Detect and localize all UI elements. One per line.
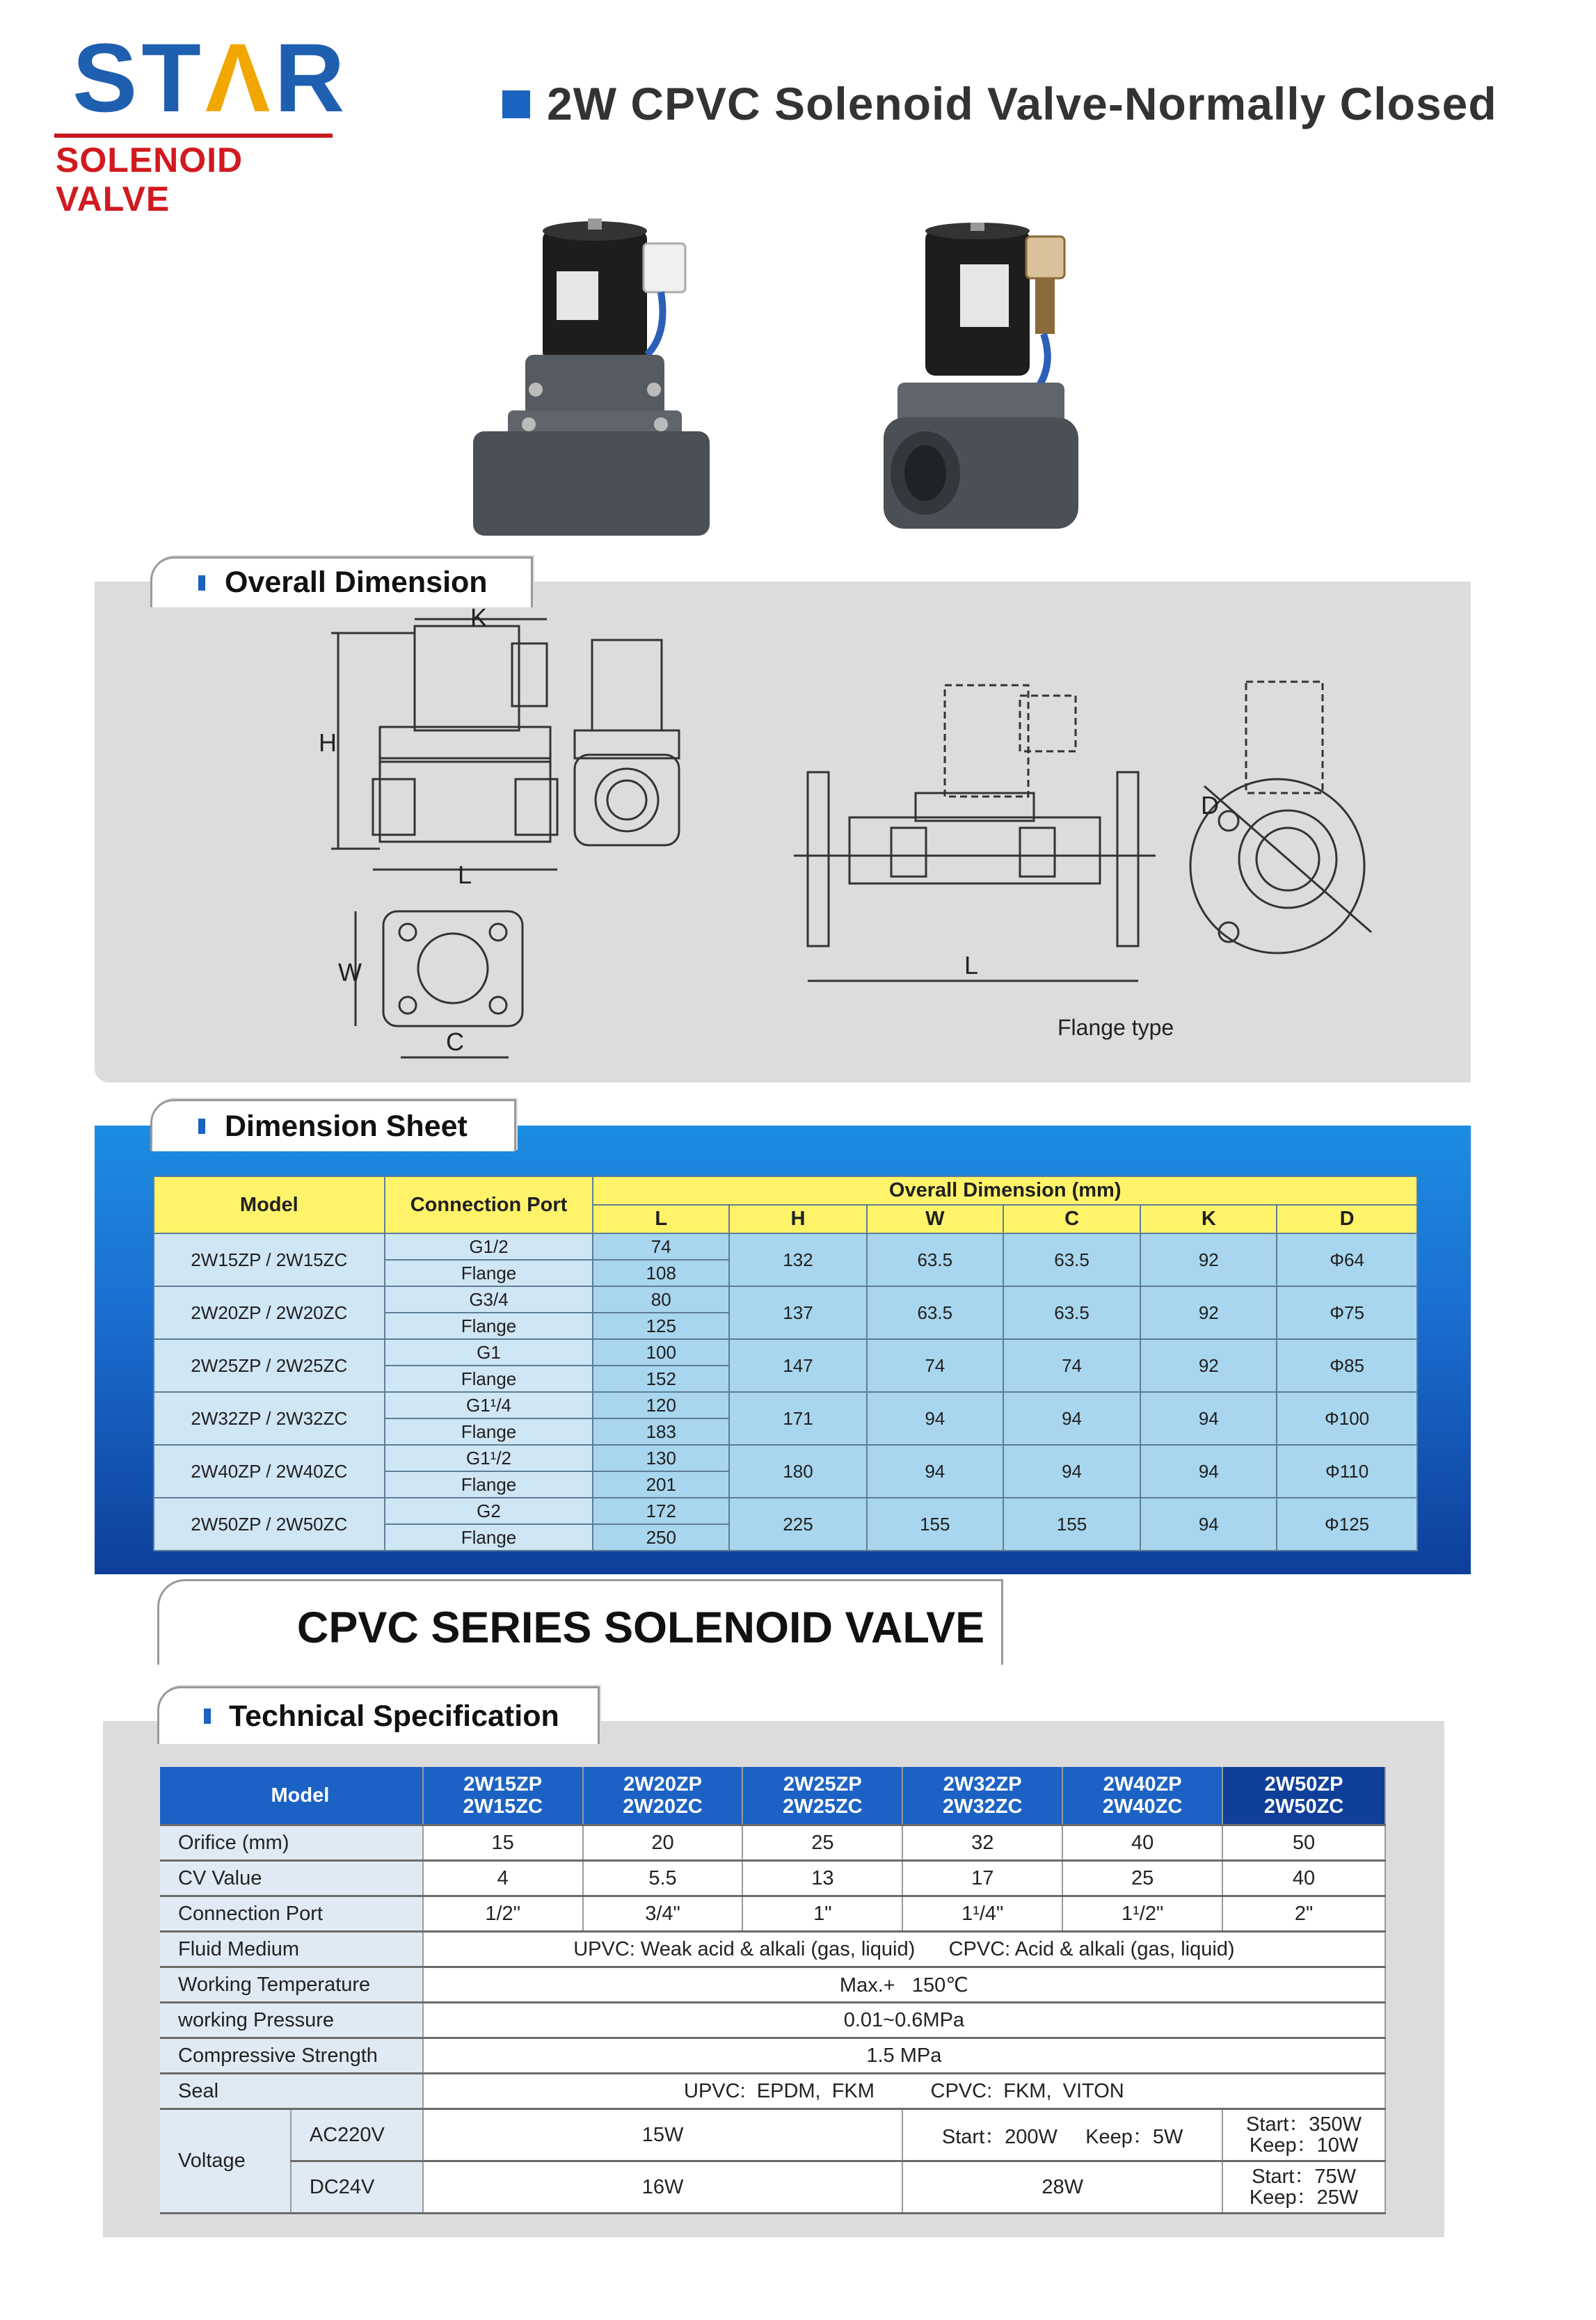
- dimension-row: [154, 1286, 1417, 1313]
- k-cell: 92: [1140, 1233, 1277, 1286]
- port-cell: Flange: [385, 1471, 593, 1498]
- d-cell: Φ64: [1277, 1233, 1417, 1286]
- w-cell: 94: [867, 1445, 1003, 1498]
- header-d: D: [1277, 1205, 1417, 1233]
- l-cell: 125: [593, 1313, 729, 1339]
- d-cell: Φ75: [1277, 1286, 1417, 1339]
- d-cell: Φ100: [1277, 1392, 1417, 1445]
- c-cell: 63.5: [1003, 1286, 1141, 1339]
- d-cell: Φ125: [1277, 1498, 1417, 1551]
- port-cell: G1¹/2: [385, 1445, 593, 1471]
- title-square-icon: [502, 90, 530, 118]
- l-cell: 120: [593, 1392, 729, 1418]
- label-l: L: [458, 861, 472, 889]
- h-cell: 225: [729, 1498, 867, 1551]
- port-cell: G1: [385, 1339, 593, 1366]
- port-cell: G1/2: [385, 1233, 593, 1260]
- spec-model-label: Model: [160, 1767, 423, 1825]
- label-k: K: [470, 605, 488, 632]
- page-title: 2W CPVC Solenoid Valve-Normally Closed: [547, 78, 1497, 129]
- section-marker-icon: [204, 1709, 211, 1724]
- model-cell: 2W32ZP / 2W32ZC: [154, 1392, 385, 1445]
- series-title: CPVC SERIES SOLENOID VALVE: [296, 1603, 985, 1652]
- h-cell: 137: [729, 1286, 867, 1339]
- h-cell: 132: [729, 1233, 867, 1286]
- model-cell: 2W25ZP / 2W25ZC: [154, 1339, 385, 1392]
- k-cell: 94: [1140, 1392, 1277, 1445]
- d-cell: Φ110: [1277, 1445, 1417, 1498]
- l-cell: 74: [593, 1233, 729, 1260]
- flange-type-caption: Flange type: [1058, 1015, 1174, 1040]
- section-marker-icon: [198, 575, 205, 591]
- dimension-row: [154, 1233, 1417, 1260]
- l-cell: 80: [593, 1286, 729, 1313]
- header-h: H: [729, 1205, 867, 1233]
- spec-row-temperature: Working Temperature Max.+ 150℃: [160, 1967, 1385, 2003]
- port-cell: Flange: [385, 1524, 593, 1551]
- header-c: C: [1003, 1205, 1141, 1233]
- model-cell: 2W15ZP / 2W15ZC: [154, 1233, 385, 1286]
- l-cell: 201: [593, 1471, 729, 1498]
- dimension-row: [154, 1498, 1417, 1524]
- tech-spec-tab: [157, 1686, 600, 1744]
- dimension-sheet-tab: [150, 1099, 516, 1151]
- d-cell: Φ85: [1277, 1339, 1417, 1392]
- port-cell: G1¹/4: [385, 1392, 593, 1418]
- port-cell: Flange: [385, 1260, 593, 1286]
- c-cell: 155: [1003, 1498, 1141, 1551]
- l-cell: 183: [593, 1418, 729, 1445]
- spec-model-3: 2W25ZP 2W25ZC: [742, 1767, 902, 1825]
- overall-dimension-tab: [150, 557, 533, 607]
- label-d: D: [1201, 791, 1219, 819]
- voltage-dc-label: DC24V: [291, 2161, 423, 2214]
- dimension-row: [154, 1392, 1417, 1418]
- port-cell: Flange: [385, 1418, 593, 1445]
- spec-model-2: 2W20ZP 2W20ZC: [583, 1767, 743, 1825]
- l-cell: 152: [593, 1366, 729, 1392]
- spec-row-seal: Seal UPVC: EPDM, FKM CPVC: FKM, VITON: [160, 2074, 1385, 2109]
- label-c: C: [446, 1027, 464, 1056]
- w-cell: 63.5: [867, 1286, 1003, 1339]
- port-cell: Flange: [385, 1313, 593, 1339]
- spec-row-strength: Compressive Strength 1.5 MPa: [160, 2038, 1385, 2074]
- l-cell: 130: [593, 1445, 729, 1471]
- port-cell: Flange: [385, 1366, 593, 1392]
- w-cell: 63.5: [867, 1233, 1003, 1286]
- port-cell: G3/4: [385, 1286, 593, 1313]
- spec-row-voltage-ac: Voltage AC220V 15W Start：200W Keep：5W Start：350W Keep：10W: [160, 2109, 1385, 2161]
- spec-row-port: Connection Port 1/2" 3/4" 1" 1¹/4" 1¹/2" 2": [160, 1896, 1385, 1932]
- dimension-drawings: [95, 605, 1471, 1078]
- l-cell: 172: [593, 1498, 729, 1524]
- h-cell: 147: [729, 1339, 867, 1392]
- c-cell: 63.5: [1003, 1233, 1141, 1286]
- label-h: H: [319, 728, 337, 757]
- spec-model-5: 2W40ZP 2W40ZC: [1062, 1767, 1222, 1825]
- k-cell: 94: [1140, 1445, 1277, 1498]
- w-cell: 94: [867, 1392, 1003, 1445]
- k-cell: 92: [1140, 1286, 1277, 1339]
- spec-row-cv: CV Value 4 5.5 13 17 25 40: [160, 1861, 1385, 1896]
- c-cell: 94: [1003, 1392, 1141, 1445]
- l-cell: 250: [593, 1524, 729, 1551]
- model-cell: 2W20ZP / 2W20ZC: [154, 1286, 385, 1339]
- header-l: L: [593, 1205, 729, 1233]
- spec-row-fluid: Fluid Medium UPVC: Weak acid & alkali (gas, liquid) CPVC: Acid & alkali (gas, liquid): [160, 1932, 1385, 1967]
- port-cell: G2: [385, 1498, 593, 1524]
- dimension-row: [154, 1445, 1417, 1471]
- w-cell: 155: [867, 1498, 1003, 1551]
- spec-row-pressure: working Pressure 0.01~0.6MPa: [160, 2003, 1385, 2038]
- product-photo-flanged: [459, 216, 724, 543]
- dimension-sheet-table: [153, 1176, 1418, 1551]
- k-cell: 94: [1140, 1498, 1277, 1551]
- label-flange-l: L: [964, 951, 979, 979]
- model-cell: 2W50ZP / 2W50ZC: [154, 1498, 385, 1551]
- spec-row-orifice: Orifice (mm) 15 20 25 32 40 50: [160, 1825, 1385, 1861]
- l-cell: 100: [593, 1339, 729, 1366]
- header-model: Model: [154, 1176, 385, 1233]
- h-cell: 180: [729, 1445, 867, 1498]
- logo-subtitle: SOLENOID VALVE: [56, 141, 244, 218]
- c-cell: 74: [1003, 1339, 1141, 1392]
- l-cell: 108: [593, 1260, 729, 1286]
- voltage-ac-label: AC220V: [291, 2109, 423, 2161]
- header-overall-dimension: Overall Dimension (mm): [593, 1176, 1417, 1205]
- w-cell: 74: [867, 1339, 1003, 1392]
- spec-model-1: 2W15ZP 2W15ZC: [423, 1767, 583, 1825]
- header-k: K: [1140, 1205, 1277, 1233]
- k-cell: 92: [1140, 1339, 1277, 1392]
- c-cell: 94: [1003, 1445, 1141, 1498]
- overall-dimension-heading: Overall Dimension: [225, 566, 488, 599]
- dimension-row: [154, 1339, 1417, 1366]
- tech-spec-heading: Technical Specification: [229, 1699, 559, 1733]
- h-cell: 171: [729, 1392, 867, 1445]
- voltage-label: Voltage: [160, 2109, 291, 2214]
- model-cell: 2W40ZP / 2W40ZC: [154, 1445, 385, 1498]
- spec-model-6: 2W50ZP 2W50ZC: [1222, 1767, 1385, 1825]
- header-connection-port: Connection Port: [385, 1176, 593, 1233]
- spec-model-4: 2W32ZP 2W32ZC: [902, 1767, 1062, 1825]
- spec-row-voltage-dc: DC24V 16W 28W Start：75W Keep：25W: [160, 2161, 1385, 2214]
- logo-rule: [54, 134, 333, 138]
- section-marker-icon: [198, 1119, 205, 1134]
- brand-logo: [51, 23, 349, 218]
- dimension-sheet-heading: Dimension Sheet: [225, 1110, 468, 1143]
- tech-spec-table: [160, 1767, 1386, 2214]
- product-photo-threaded: [877, 223, 1092, 536]
- logo-star-text: STΛR: [72, 23, 349, 132]
- header-w: W: [867, 1205, 1003, 1233]
- label-w: W: [338, 958, 362, 986]
